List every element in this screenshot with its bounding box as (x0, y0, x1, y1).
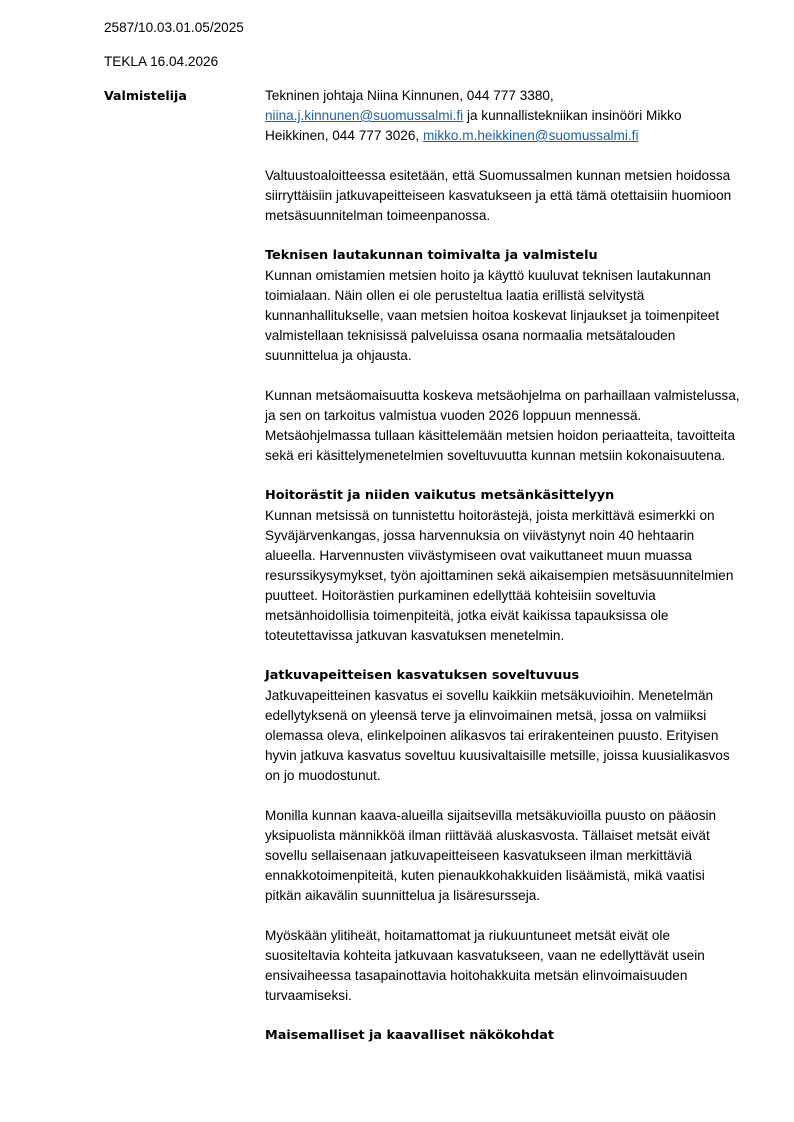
section-toimivalta (265, 246, 743, 466)
section-hoitorastit (265, 486, 743, 646)
intro-paragraph: Valtuustoaloitteessa esitetään, että Suomussalmen kunnan metsien hoidossa siirryttäisiin jatkuvapeitteiseen kasvatukseen ja että tämä otettaisiin huomioon metsäsuunnitelman toimeenpanossa. (265, 168, 732, 223)
email-link-mikko[interactable]: mikko.m.heikkinen@suomussalmi.fi (422, 128, 639, 143)
section-soveltuvuus (265, 666, 743, 1006)
section-paragraph: Kunnan omistamien metsien hoito ja käyttö kuuluvat teknisen lautakunnan toimialaan. Näin ollen ei ole perusteltua laatia erillistä selvitystä kunnanhallitukselle, vaan metsien hoitoa koskevat linjaukset ja toimenpiteet valmistellaan teknisissä palveluissa osana normaalia metsätalouden suunnittelua ja ohjausta. (265, 268, 720, 363)
section-paragraph: Kunnan metsissä on tunnistettu hoitorästejä, joista merkittävä esimerkki on Syväjärvenkangas, jossa harvennuksia on viivästynyt noin 40 hehtaarin alueella. Harvennusten viivästymiseen ovat vaikuttaneet muun muassa resurssikysymykset, työn ajoittaminen sekä aikaisempien metsäsuunnitelmien puutteet. Hoitorästien purkaminen edellyttää kohteisiin soveltuvia metsänhoidollisia toimenpiteitä, jotka eivät kaikissa tapauksissa ole toteutettavissa jatkuvan kasvatuksen menetelmin. (265, 508, 734, 643)
document-body (265, 86, 743, 1066)
preparer-details (265, 86, 743, 146)
section-paragraph: Monilla kunnan kaava-alueilla sijaitsevilla metsäkuvioilla puusto on pääosin yksipuolista männikköä ilman riittävää aluskasvosta. Tällaiset metsät eivät sovellu sellaisenaan jatkuvapeitteiseen kasvatukseen ilman merkittäviä ennakkotoimenpiteitä, kuten pienaukkohakkuiden lisäämistä, mikä vaatisi pitkän aikavälin suunnittelua ja lisäresursseja. (265, 808, 717, 903)
meeting-identifier: TEKLA 16.04.2026 (104, 54, 219, 69)
section-heading: Hoitorästit ja niiden vaikutus metsänkäsittelyyn (265, 488, 615, 503)
section-paragraph: Jatkuvapeitteinen kasvatus ei sovellu kaikkiin metsäkuvioihin. Menetelmän edellytyksenä on yleensä terve ja elinvoimainen metsä, jossa on valmiiksi olemassa oleva, elinkelpoinen alikasvos tai erirakenteinen puusto. Erityisen hyvin jatkuva kasvatus soveltuu kuusivaltaisille metsille, joissa kuusialikasvos on jo muodostunut. (265, 688, 730, 783)
section-heading: Teknisen lautakunnan toimivalta ja valmistelu (265, 248, 598, 263)
section-heading: Maisemalliset ja kaavalliset näkökohdat (265, 1028, 554, 1043)
section-heading: Jatkuvapeitteisen kasvatuksen soveltuvuus (265, 668, 580, 683)
section-paragraph: Kunnan metsäomaisuutta koskeva metsäohjelma on parhaillaan valmistelussa, ja sen on tarkoitus valmistua vuoden 2026 loppuun mennessä. Metsäohjelmassa tullaan käsittelemään metsien hoidon periaatteita, tavoitteita sekä eri käsittelymenetelmien soveltuvuutta kunnan metsiin kokonaisuutena. (265, 388, 740, 463)
preparer-line: Tekninen johtaja Niina Kinnunen, 044 777 3380, (265, 88, 554, 103)
email-link-niina[interactable]: niina.j.kinnunen@suomussalmi.fi (265, 108, 464, 123)
section-paragraph: Myöskään ylitiheät, hoitamattomat ja riukuuntuneet metsät eivät ole suositeltavia kohteita jatkuvaan kasvatukseen, vaan ne edellyttävät usein ensivaiheessa tasapainottavia hoitohakkuita metsän elinvoimaisuuden turvaamiseksi. (265, 928, 705, 1003)
preparer-mid-text: ja kunnallistekniikan insinööri Mikko Heikkinen, 044 777 3026, (265, 108, 682, 143)
preparer-label: Valmistelija (104, 88, 187, 103)
section-maisemalliset (265, 1026, 743, 1046)
document-reference-number: 2587/10.03.01.05/2025 (104, 20, 244, 35)
